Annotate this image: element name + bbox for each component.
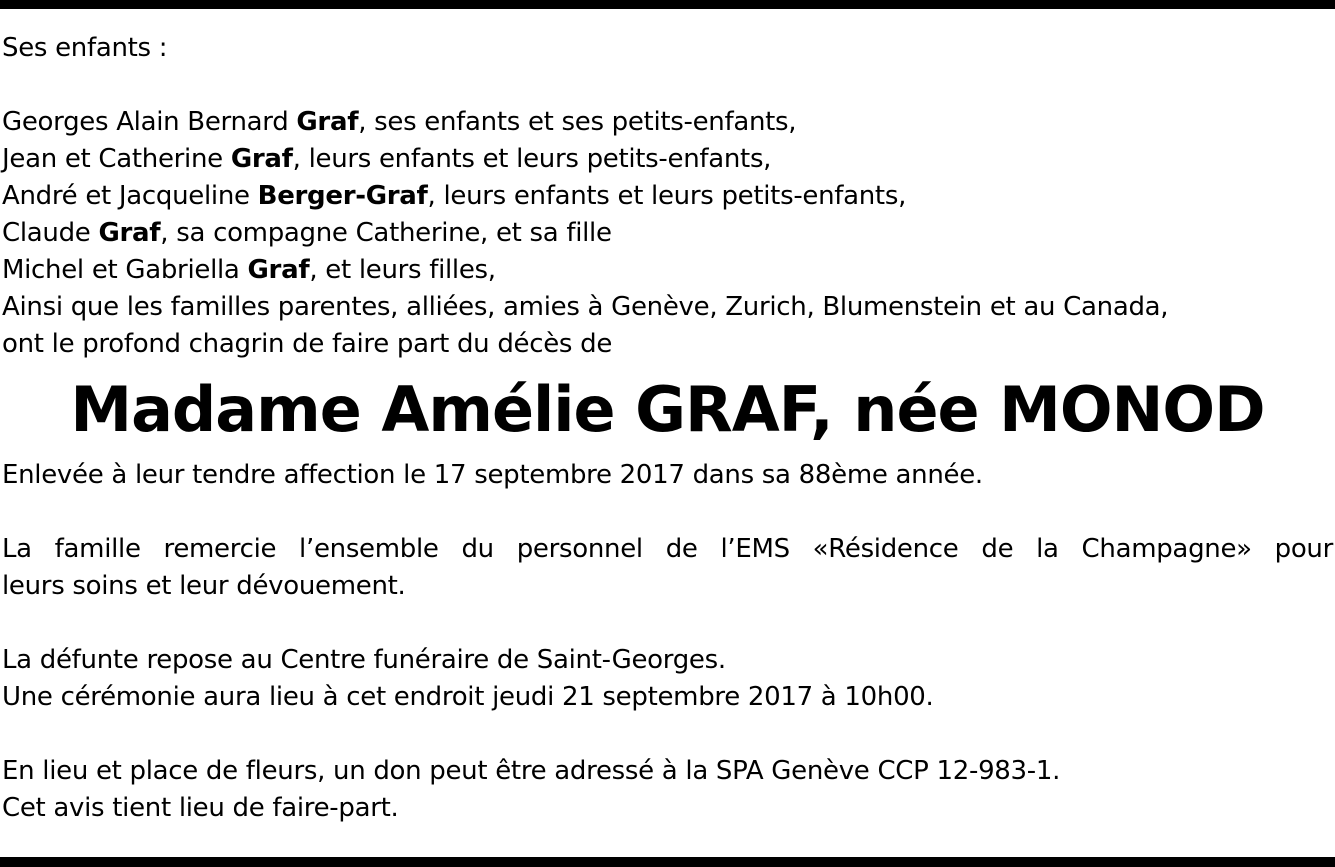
thanks-line-2: leurs soins et leur dévouement.: [2, 571, 406, 601]
announcement-line: ont le profond chagrin de faire part du décès de: [2, 329, 613, 359]
family-text: Jean et Catherine: [2, 144, 231, 174]
family-text: , sa compagne Catherine, et sa fille: [160, 218, 612, 248]
spacer: [2, 494, 1333, 531]
family-surname: Berger-Graf: [257, 181, 428, 211]
spacer: [2, 605, 1333, 642]
extended-families-line: Ainsi que les familles parentes, alliées, amies à Genève, Zurich, Blumenstein et au Canada,: [2, 292, 1169, 322]
family-surname: Graf: [247, 255, 310, 285]
family-text: , ses enfants et ses petits-enfants,: [358, 107, 797, 137]
family-surname: Graf: [230, 144, 293, 174]
family-line-jean: [2, 141, 1333, 178]
family-line-claude: [2, 215, 1333, 252]
family-text: , et leurs filles,: [309, 255, 496, 285]
family-text: , leurs enfants et leurs petits-enfants,: [427, 181, 907, 211]
thanks-line-1: La famille remercie l’ensemble du personnel de l’EMS «Résidence de la Champagne» pour: [2, 534, 1333, 564]
ceremony-line: Une cérémonie aura lieu à cet endroit jeudi 21 septembre 2017 à 10h00.: [2, 682, 934, 712]
spacer: [2, 716, 1333, 753]
family-text: André et Jacqueline: [2, 181, 258, 211]
death-date-line: Enlevée à leur tendre affection le 17 septembre 2017 dans sa 88ème année.: [2, 460, 983, 490]
family-text: Georges Alain Bernard: [2, 107, 297, 137]
family-line-georges: [2, 104, 1333, 141]
spacer: [2, 67, 1333, 104]
donation-line: En lieu et place de fleurs, un don peut être adressé à la SPA Genève CCP 12-983-1.: [2, 756, 1061, 786]
thanks-paragraph: [2, 531, 1333, 605]
notice-line: Cet avis tient lieu de faire-part.: [2, 793, 399, 823]
deceased-name-heading: Madame Amélie GRAF, née MONOD: [70, 373, 1265, 446]
family-line-andre: [2, 178, 1333, 215]
intro-text: Ses enfants :: [2, 33, 168, 63]
rest-location-line: La défunte repose au Centre funéraire de Saint-Georges.: [2, 645, 726, 675]
family-surname: Graf: [98, 218, 161, 248]
family-text: Michel et Gabriella: [2, 255, 248, 285]
family-text: , leurs enfants et leurs petits-enfants,: [292, 144, 772, 174]
family-surname: Graf: [296, 107, 359, 137]
obituary-notice: [2, 30, 1333, 827]
family-line-michel: [2, 252, 1333, 289]
bottom-border-rule: [0, 857, 1335, 867]
family-text: Claude: [2, 218, 99, 248]
top-border-rule: [0, 0, 1335, 9]
